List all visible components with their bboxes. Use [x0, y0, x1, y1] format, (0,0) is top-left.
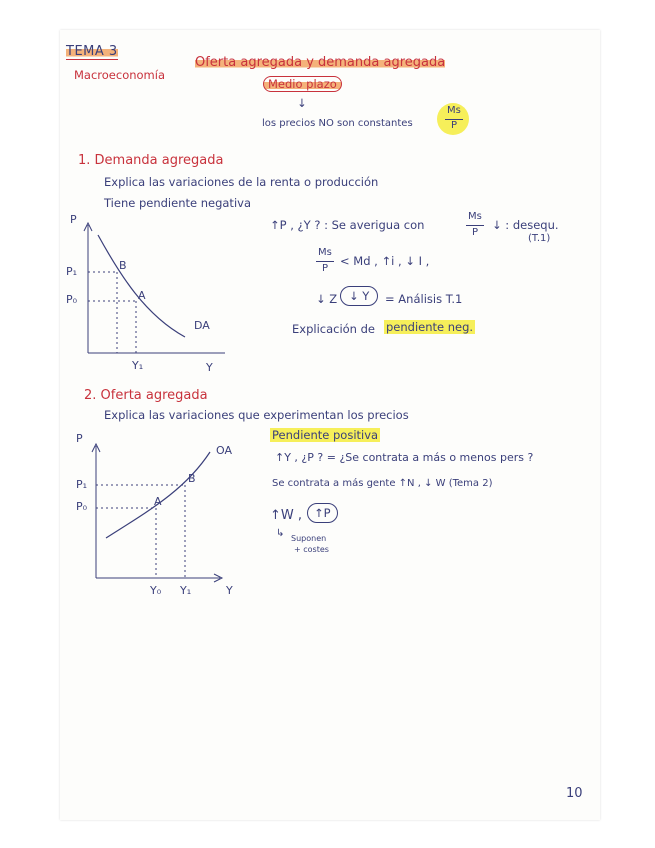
supply-x-tick0: Y₀ [150, 584, 162, 597]
supply-x-label: Y [226, 584, 233, 597]
s1-expl-highlight: pendiente neg. [386, 320, 474, 334]
section1-heading: 1. Demanda agregada [78, 153, 224, 168]
s2-eq3-a: ↑W , [270, 508, 303, 523]
s2-eq1: ↑Y , ¿P ? = ¿Se contrata a más o menos pers ? [275, 451, 534, 464]
demand-curve-label: DA [194, 319, 210, 332]
s2-note-arrow: ↳ [276, 528, 285, 539]
header-note: los precios NO son constantes [262, 118, 413, 129]
notebook-page [60, 30, 600, 820]
s2-note1: Suponen [291, 534, 327, 543]
s1-eq2-num: Ms [318, 247, 332, 258]
section1-line1: Explica las variaciones de la renta o producción [104, 175, 379, 189]
header-arrow: ↓ [297, 96, 307, 110]
s1-eq1: ↑P , ¿Y ? : Se averigua con [270, 218, 425, 232]
supply-p0: P₀ [76, 500, 88, 513]
s2-eq3-circled: ↑P [307, 503, 338, 523]
supply-graph [70, 430, 250, 600]
section2-heading: 2. Oferta agregada [84, 388, 208, 403]
section2-line1: Explica las variaciones que experimentan los precios [104, 408, 409, 422]
supply-point-a: A [154, 495, 162, 508]
s1-eq2-bar [316, 261, 334, 262]
supply-y-label: P [76, 432, 83, 445]
page-title: Oferta agregada y demanda agregada [195, 55, 446, 70]
section1-line2: Tiene pendiente negativa [104, 196, 251, 210]
s1-expl: Explicación de [292, 322, 376, 336]
s2-eq2: Se contrata a más gente ↑N , ↓ W (Tema 2) [272, 478, 493, 489]
demand-graph [60, 205, 250, 375]
demand-x-label: Y [206, 361, 213, 374]
demand-p0: P₀ [66, 293, 78, 306]
s1-eq1-b: ↓ : desequ. [492, 218, 559, 232]
s1-eq3-circled: ↓ Y [340, 286, 378, 306]
supply-p1: P₁ [76, 478, 88, 491]
section2-line2: Pendiente positiva [272, 428, 379, 442]
demand-x-tick: Y₁ [132, 359, 144, 372]
supply-axes [92, 444, 222, 582]
demand-p1: P₁ [66, 265, 78, 278]
ms-den: P [451, 120, 458, 131]
supply-curve-label: OA [216, 444, 232, 457]
s1-eq1-ref: (T.1) [528, 233, 551, 244]
subject-label: Macroeconomía [74, 68, 166, 82]
demand-axes [84, 223, 225, 353]
supply-point-b: B [188, 472, 196, 485]
s1-eq3-a: ↓ Z [316, 292, 338, 306]
s1-eq2-rest: < Md , ↑i , ↓ I , [340, 254, 430, 268]
tema-label: TEMA 3 [66, 44, 118, 59]
s1-eq3-b: = Análisis T.1 [385, 292, 463, 306]
demand-y-label: P [70, 213, 77, 226]
s2-note2: + costes [294, 545, 329, 554]
s1-eq2-den: P [322, 263, 329, 274]
page-subtitle: Medio plazo [263, 76, 342, 92]
s1-eq1-den: P [472, 227, 479, 238]
demand-point-b: B [119, 259, 127, 272]
ms-num: Ms [447, 105, 461, 116]
s1-eq1-bar [466, 225, 484, 226]
supply-x-tick1: Y₁ [180, 584, 192, 597]
demand-curve [98, 235, 185, 337]
s1-eq1-num: Ms [468, 211, 482, 222]
demand-point-a: A [138, 289, 146, 302]
page-number: 10 [566, 786, 583, 801]
